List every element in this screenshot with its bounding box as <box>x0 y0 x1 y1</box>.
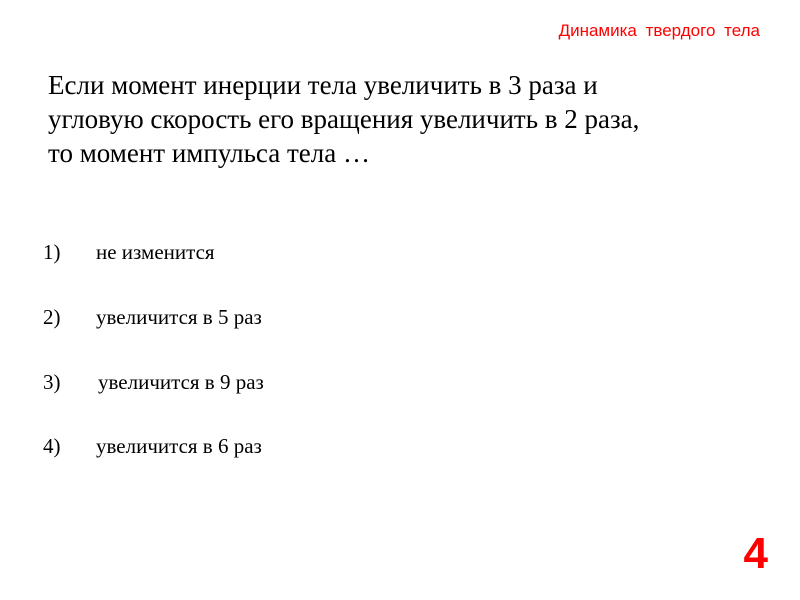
answer-number: 3) <box>43 370 61 394</box>
answer-option-1[interactable] <box>43 240 215 265</box>
question-line: угловую скорость его вращения увеличить в 2 раза, <box>48 104 640 134</box>
answer-text: увеличится в 9 раз <box>98 370 264 394</box>
answer-text: не изменится <box>96 240 215 264</box>
answer-text: увеличится в 6 раз <box>96 434 262 458</box>
answer-key: 4 <box>743 529 768 578</box>
answer-option-2[interactable] <box>43 305 262 330</box>
question-text <box>48 68 768 170</box>
topic-title: Динамика твердого тела <box>558 21 760 40</box>
answer-number: 1) <box>43 240 61 264</box>
answer-text: увеличится в 5 раз <box>96 305 262 329</box>
question-line: Если момент инерции тела увеличить в 3 раза и <box>48 70 598 100</box>
answer-number: 2) <box>43 305 61 329</box>
answer-option-3[interactable] <box>43 370 264 395</box>
answer-option-4[interactable] <box>43 434 262 459</box>
answer-number: 4) <box>43 434 61 458</box>
question-line: то момент импульса тела … <box>48 138 370 168</box>
